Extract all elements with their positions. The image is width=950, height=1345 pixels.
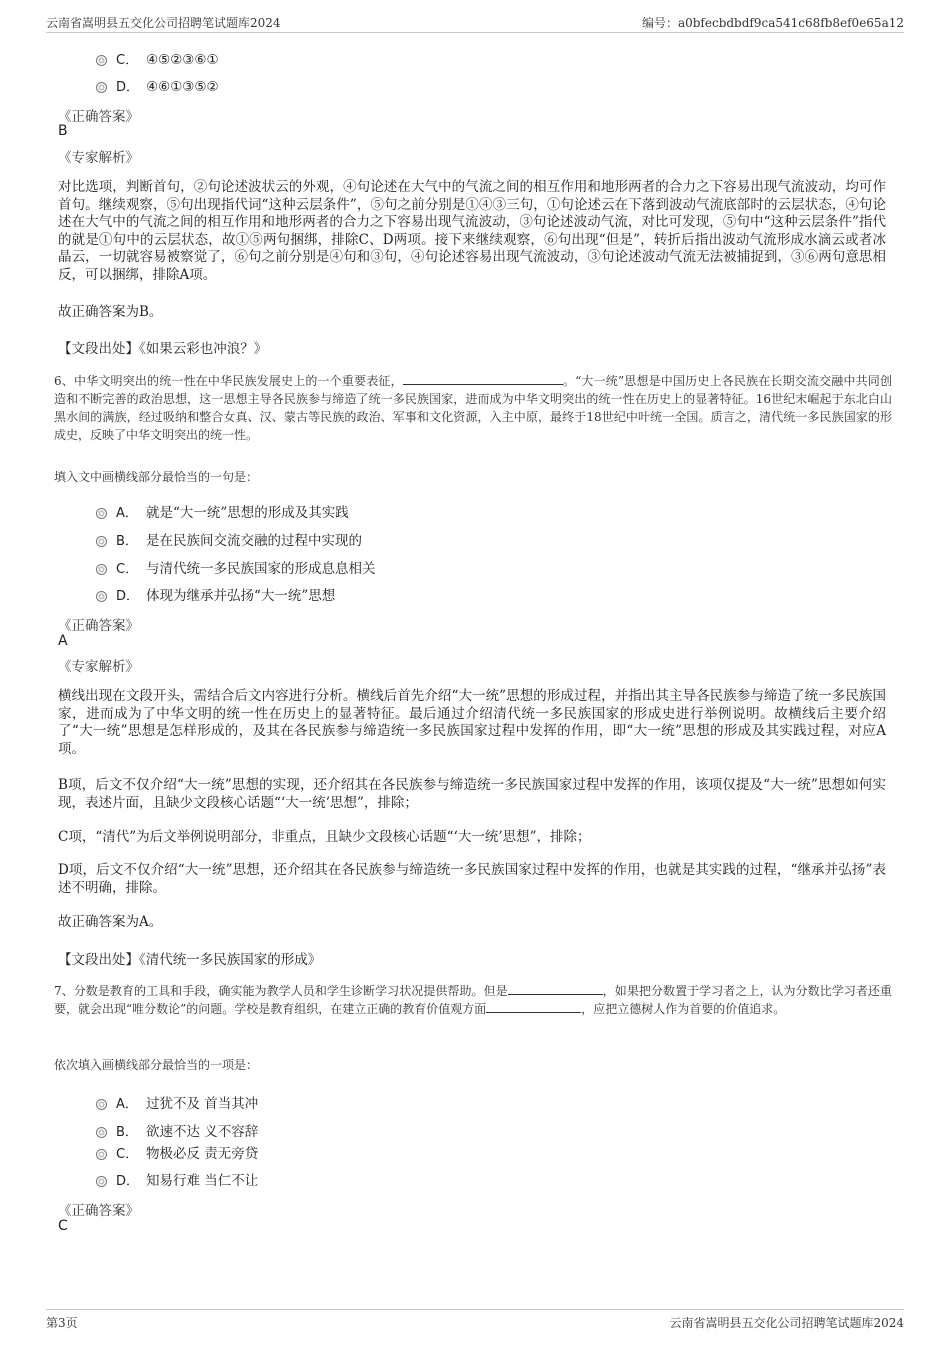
source-line: 【文段出处】《如果云彩也冲浪？》 <box>58 341 268 357</box>
option-c[interactable]: C． 物极必反 责无旁贷 <box>96 1142 258 1162</box>
radio-icon[interactable] <box>96 1127 107 1138</box>
answer-label: 《正确答案》 <box>58 618 139 634</box>
fill-blank <box>403 372 563 385</box>
radio-icon[interactable] <box>96 1149 107 1160</box>
page-footer <box>46 1309 904 1334</box>
answer-label: 《正确答案》 <box>58 1203 139 1219</box>
option-d[interactable]: D． ④⑥①③⑤② <box>96 76 219 96</box>
question-6-stem: 6、中华文明突出的统一性在中华民族发展史上的一个重要表征， 。“大一统”思想是中国历史上各民族在长期交流交融中共同创造和不断完善的政治思想，这一思想主导各民族参与缔造了统一多民族国家，进而成为中华文明突出的统一性在历史上的显著特征。16世纪末崛起于东北白山黑水间的满族，经过吸纳和整合女真、汉、蒙古等民族的政治、军事和文化资源，入主中原，最终于18世纪中叶统一全国。质言之，清代统一多民族国家的形成史，反映了中华文明突出的统一性。 <box>54 374 892 442</box>
analysis-paragraph: C项，“清代”为后文举例说明部分，非重点，且缺少文段核心话题“‘大一统’思想”，排除； <box>58 829 591 845</box>
analysis-paragraph: D项，后文不仅介绍“大一统”思想，还介绍其在各民族参与缔造统一多民族国家过程中发挥的作用，也就是其实践的过程，“继承并弘扬”表述不明确，排除。 <box>58 862 886 896</box>
option-a[interactable]: A． 过犹不及 首当其冲 <box>96 1092 258 1112</box>
analysis-paragraph: B项，后文不仅介绍“大一统”思想的实现，还介绍其在各民族参与缔造统一多民族国家过程中发挥的作用，该项仅提及“大一统”思想如何实现，表述片面，且缺少文段核心话题“‘大一统’思想”，排除； <box>58 777 886 811</box>
radio-icon[interactable] <box>96 536 107 547</box>
conclusion-text: 故正确答案为B。 <box>58 304 163 320</box>
option-c[interactable]: C． 与清代统一多民族国家的形成息息相关 <box>96 557 376 577</box>
answer-value: B <box>58 123 68 139</box>
analysis-label: 《专家解析》 <box>58 150 139 166</box>
fill-blank <box>508 982 603 995</box>
option-c[interactable]: C． ④⑤②③⑥① <box>96 49 219 69</box>
radio-icon[interactable] <box>96 591 107 602</box>
source-line: 【文段出处】《清代统一多民族国家的形成》 <box>58 952 322 968</box>
option-d[interactable]: D． 体现为继承并弘扬“大一统”思想 <box>96 584 335 604</box>
footer-title: 云南省嵩明县五交化公司招聘笔试题库2024 <box>669 1316 904 1330</box>
answer-value: C <box>58 1218 68 1234</box>
radio-icon[interactable] <box>96 1176 107 1187</box>
option-b[interactable]: B． 是在民族间交流交融的过程中实现的 <box>96 529 362 549</box>
question-6-prompt: 填入文中画横线部分最恰当的一句是： <box>54 470 259 484</box>
fill-blank <box>486 1000 581 1013</box>
analysis-paragraph: 横线出现在文段开头，需结合后文内容进行分析。横线后首先介绍“大一统”思想的形成过程，并指出其主导各民族参与缔造了统一多民族国家，进而成为了中华文明的统一性在历史上的显著特征。最后通过介绍清代统一多民族国家的形成史进行举例说明。故横线后主要介绍了“大一统”思想是怎样形成的，及其在各民族参与缔造统一多民族国家过程中发挥的作用，即“大一统”思想的形成及其实践过程，对应A项。 <box>58 688 886 757</box>
option-a[interactable]: A． 就是“大一统”思想的形成及其实践 <box>96 501 349 521</box>
radio-icon[interactable] <box>96 1099 107 1110</box>
page-number: 第3页 <box>46 1316 78 1330</box>
answer-label: 《正确答案》 <box>58 109 139 125</box>
page-header <box>46 12 904 33</box>
question-7-stem: 7、分数是教育的工具和手段，确实能为教学人员和学生诊断学习状况提供帮助。但是 ，如果把分数置于学习者之上，认为分数比学习者还重要，就会出现“唯分数论”的问题。学校是教育组织，在建立正确的教育价值观方面 ，应把立德树人作为首要的价值追求。 <box>54 984 892 1016</box>
answer-value: A <box>58 633 68 649</box>
header-title: 云南省嵩明县五交化公司招聘笔试题库2024 <box>46 16 281 30</box>
analysis-text: 对比选项，判断首句，②句论述波状云的外观，④句论述在大气中的气流之间的相互作用和地形两者的合力之下容易出现气流波动，均可作首句。继续观察，⑤句出现指代词“这种云层条件”，⑤句之前分别是①④③三句，①句论述云在下落到波动气流底部时的云层状态，④句论述在大气中的气流之间的相互作用和地形两者的合力之下容易出现气流波动，③句论述波动气流，对比可发现，⑤句中“这种云层条件”指代的就是①句中的云层状态，故①⑤两句捆绑，排除C、D两项。接下来继续观察，⑥句出现“但是”，转折后指出波动气流形成水滴云或者冰晶云，一切就容易被察觉了，⑥句之前分别是④句和③句，④句论述容易出现气流波动，③句论述波动气流无法被捕捉到，③⑥两句意思相反，可以捆绑，排除A项。 <box>58 179 886 283</box>
analysis-label: 《专家解析》 <box>58 659 139 675</box>
radio-icon[interactable] <box>96 508 107 519</box>
radio-icon[interactable] <box>96 82 107 93</box>
option-b[interactable]: B． 欲速不达 义不容辞 <box>96 1120 258 1140</box>
option-d[interactable]: D． 知易行难 当仁不让 <box>96 1169 258 1189</box>
radio-icon[interactable] <box>96 564 107 575</box>
document-code: 编号：a0bfecbdbdf9ca541c68fb8ef0e65a12 <box>641 16 904 30</box>
radio-icon[interactable] <box>96 55 107 66</box>
conclusion-text: 故正确答案为A。 <box>58 914 163 930</box>
question-7-prompt: 依次填入画横线部分最恰当的一项是： <box>54 1058 259 1072</box>
